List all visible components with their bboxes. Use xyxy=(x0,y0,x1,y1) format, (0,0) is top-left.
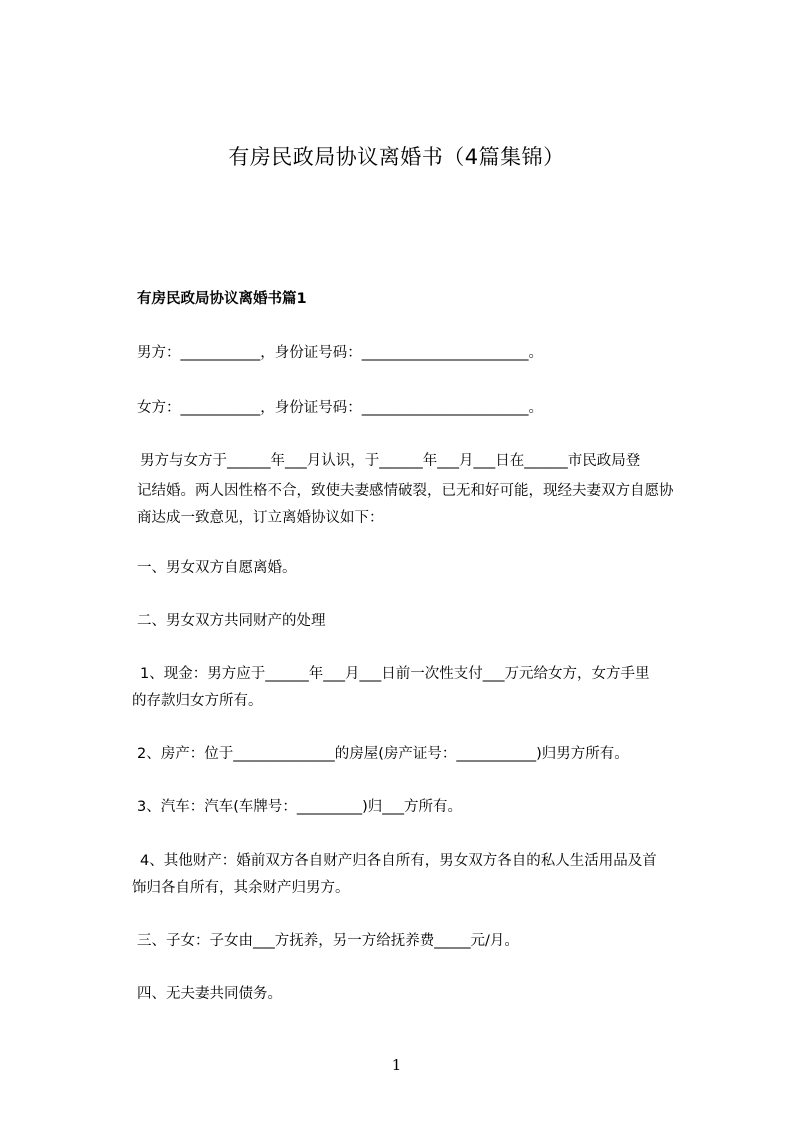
clause-2: 二、男女双方共同财产的处理 xyxy=(137,613,326,629)
item-car: 3、汽车：汽车(车牌号：_________)归___方所有。 xyxy=(137,799,463,815)
item-house: 2、房产：位于______________的房屋(房产证号：___________)归男方所有。 xyxy=(137,746,629,762)
page-number: 1 xyxy=(391,1056,402,1074)
intro-line-2: 记结婚。两人因性格不合，致使夫妻感情破裂，已无和好可能，现经夫妻双方自愿协 xyxy=(137,483,674,499)
section-heading: 有房民政局协议离婚书篇1 xyxy=(137,291,307,307)
clause-4: 四、无夫妻共同债务。 xyxy=(137,986,282,1002)
clause-1: 一、男女双方自愿离婚。 xyxy=(137,560,297,576)
document-title: 有房民政局协议离婚书（4篇集锦） xyxy=(228,145,565,169)
female-party-line: 女方：___________，身份证号码：_______________________。 xyxy=(137,400,543,416)
male-party-line: 男方：___________，身份证号码：_______________________。 xyxy=(137,345,543,361)
intro-line-3: 商达成一致意见，订立离婚协议如下： xyxy=(137,510,384,526)
item-other-line-1: 4、其他财产：婚前双方各自财产归各自所有，男女双方各自的私人生活用品及首 xyxy=(140,853,657,869)
intro-line-1: 男方与女方于______年___月认识，于______年___月___日在______市民政局登 xyxy=(140,453,641,469)
clause-3: 三、子女：子女由___方抚养，另一方给抚养费_____元/月。 xyxy=(137,933,519,949)
item-other-line-2: 饰归各自所有，其余财产归男方。 xyxy=(132,880,350,896)
item-cash-line-2: 的存款归女方所有。 xyxy=(132,693,263,709)
item-cash-line-1: 1、现金：男方应于______年___月___日前一次性支付___万元给女方，女方手里 xyxy=(140,666,650,682)
